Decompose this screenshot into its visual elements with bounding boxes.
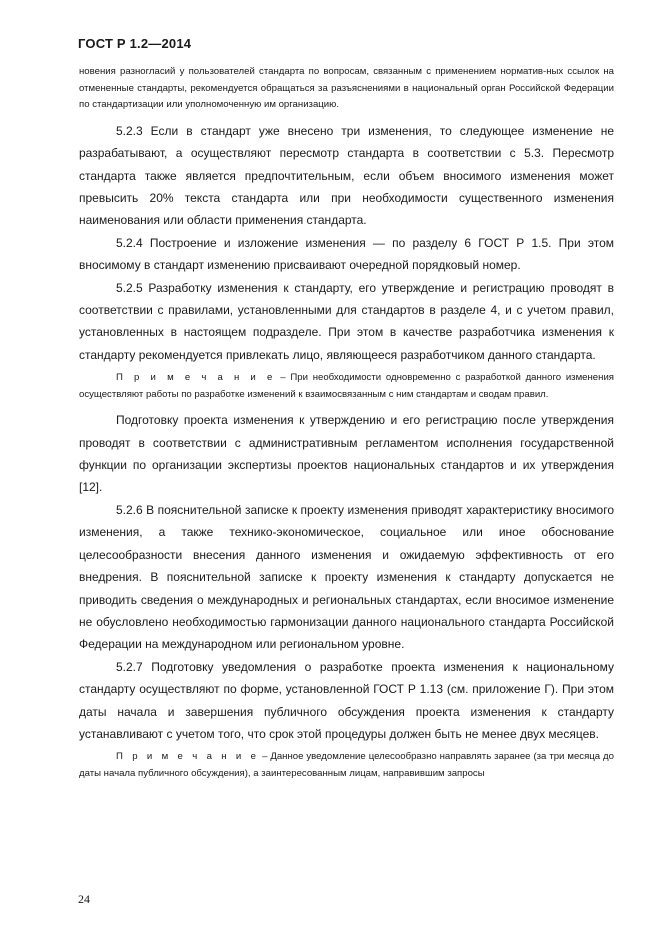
paragraph-5-2-5: 5.2.5 Разработку изменения к стандарту, его утверждение и регистрацию проводят в соответствии с правилами, установленными для стандартов в разделе 4, и с учетом правил, установленных в настоящем подразделе. При этом в качестве разработчика изменения к стандарту рекомендуется привлекать лицо, являющееся разработчиком данного стандарта. (79, 280, 614, 362)
note-1 (79, 369, 614, 403)
note-2 (79, 748, 614, 782)
note-label: П р и м е ч а н и е (116, 751, 260, 763)
paragraph-registration: Подготовку проекта изменения к утверждению и его регистрацию после утверждения проводят в соответствии с административным регламентом исполнения государственной функции по организации экспертизы проектов национальных стандартов и их утверждения [12]. (79, 413, 614, 495)
paragraph-5-2-7: 5.2.7 Подготовку уведомления о разработке проекта изменения к национальному стандарту осуществляют по форме, установленной ГОСТ Р 1.13 (см. приложение Г). При этом даты начала и завершения публичного обсуждения проекта изменения к стандарту устанавливают с учетом того, что срок этой процедуры должен быть не менее двух месяцев. (79, 659, 614, 741)
note-label: П р и м е ч а н и е (116, 372, 276, 384)
page-body (79, 64, 614, 788)
paragraph-5-2-4: 5.2.4 Построение и изложение изменения — по разделу 6 ГОСТ Р 1.5. При этом вносимому в стандарт изменению присваивают очередной порядковый номер. (79, 235, 614, 273)
continued-paragraph: новения разногласий у пользователей стандарта по вопросам, связанным с применением норматив-ных ссылок на отмененные стандарты, рекомендуется обращаться за разъяснениями в национальный орган Российской Федерации по стандартизации или уполномоченную им организацию. (79, 66, 614, 111)
note-text: – При необходимости одновременно с разработкой данного изменения осуществляют работы по разработке изменений к взаимосвязанным с ним стандартам и сводам правил. (79, 372, 614, 401)
note-text: – Данное уведомление целесообразно направлять заранее (за три месяца до даты начала публичного обсуждения), а заинтересованным лицам, направившим запросы (79, 751, 614, 780)
paragraph-5-2-6: 5.2.6 В пояснительной записке к проекту изменения приводят характеристику вносимого изменения, а также технико-экономическое, социальное или иное обоснование целесообразности внесения данного изменения и ожидаемую эффективность от его внедрения. В пояснительной записке к проекту изменения к стандарту допускается не приводить сведения о международных и региональных стандартах, если вносимое изменение не обусловлено необходимостью гармонизации данного национального стандарта Российской Федерации на международном или региональном уровне. (79, 502, 614, 652)
paragraph-5-2-3: 5.2.3 Если в стандарт уже внесено три изменения, то следующее изменение не разрабатывают, а осуществляют пересмотр стандарта в соответствии с 5.3. Пересмотр стандарта также является предпочтительным, если объем вносимого изменения может превысить 20% текста стандарта или при необходимости существенного изменения наименования или области применения стандарта. (79, 123, 614, 228)
document-code: ГОСТ Р 1.2—2014 (78, 36, 192, 51)
page-number: 24 (78, 892, 90, 906)
